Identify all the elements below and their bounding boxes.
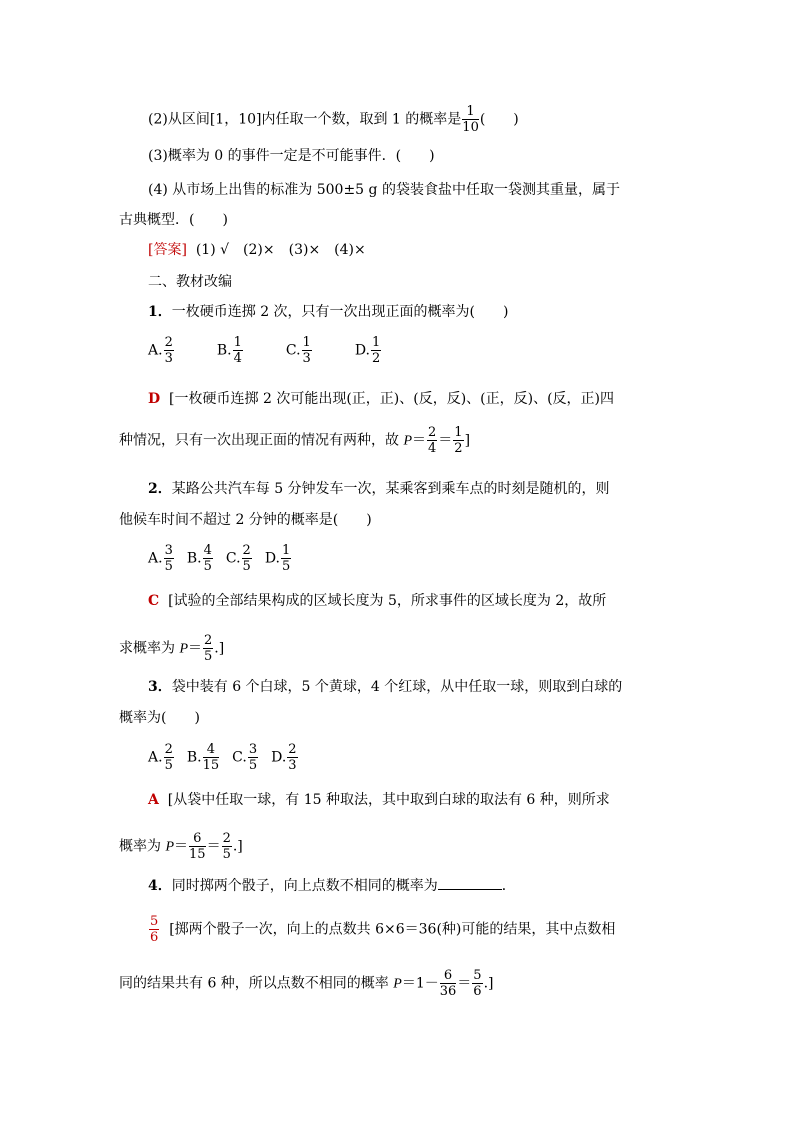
option-a: A. $\frac{2}{3}$ [148, 335, 173, 366]
answer-text: (1) √ (2)× (3)× (4)× [195, 242, 366, 258]
problem-2-question-line1: 2．某路公共汽车每 5 分钟发车一次，某乘客到乘车点的时刻是随机的，则 [148, 481, 610, 497]
option-d: D. $\frac{1}{2}$ [354, 335, 381, 366]
problem-1-options [148, 335, 382, 366]
problem-3-answer: A [148, 792, 159, 808]
problem-1-text: 一枚硬币连掷 2 次，只有一次出现正面的概率为( ) [171, 304, 509, 320]
problem-1-explain-line2: 种情况，只有一次出现正面的情况有两种，故 P＝ $\frac{2}{4}$ ＝ $\frac{1}{2}$ ] [119, 425, 471, 456]
problem-4-question: 4．同时掷两个骰子，向上点数不相同的概率为 ． [148, 875, 516, 896]
option-c: C. $\frac{2}{5}$ [225, 543, 251, 574]
judge-item-2-fraction: $\frac{1}{10}$ [462, 104, 479, 135]
judge-item-2 [148, 104, 519, 135]
problem-2-answer: C [148, 593, 160, 609]
problem-1-question [148, 302, 508, 322]
option-b: B. $\frac{1}{4}$ [216, 335, 242, 366]
problem-2-options [148, 543, 292, 574]
problem-1-number: 1． [148, 304, 172, 320]
option-b: B. $\frac{4}{15}$ [186, 742, 220, 773]
problem-3-explain-line1: A [从袋中任取一球，有 15 种取法，其中取到白球的取法有 6 种，则所求 [148, 792, 610, 808]
option-a: A. $\frac{2}{5}$ [148, 742, 173, 773]
option-b: B. $\frac{4}{5}$ [186, 543, 212, 574]
option-a: A. $\frac{3}{5}$ [148, 543, 173, 574]
answer-line [148, 240, 366, 260]
problem-2-explain-line2: 求概率为 P＝ $\frac{2}{5}$ .] [119, 633, 225, 664]
problem-2-question-line2: 他候车时间不超过 2 分钟的概率是( ) [119, 512, 372, 528]
answer-blank [438, 875, 502, 890]
judge-item-4-line2: 古典概型．( ) [119, 212, 228, 228]
problem-2-number: 2． [148, 481, 172, 497]
answer-label: [答案] [148, 242, 187, 258]
problem-4-answer: $\frac{5}{6}$ [150, 914, 159, 945]
problem-3-question-line2: 概率为( ) [119, 710, 200, 726]
judge-item-4-line1: (4) 从市场上出售的标准为 500±5 g 的袋装食盐中任取一袋测其重量，属于 [148, 182, 620, 198]
problem-4-explain-line1: $\frac{5}{6}$ [掷两个骰子一次，向上的点数共 6×6＝36(种)可能的结果，其中点数相 [150, 914, 616, 945]
problem-1-explain-line1: D [一枚硬币连掷 2 次可能出现(正，正)、(反，反)、(正，反)、(反，正)四 [148, 391, 615, 407]
problem-1-answer: D [148, 391, 161, 407]
judge-item-2-blank: ( ) [479, 111, 519, 128]
judge-item-2-text: (2)从区间[1，10]内任取一个数，取到 1 的概率是 [148, 111, 462, 128]
problem-3-number: 3． [148, 679, 172, 695]
problem-3-options [148, 742, 299, 773]
section-title: 二、教材改编 [148, 274, 232, 290]
problem-4-number: 4． [148, 878, 172, 894]
problem-3-explain-line2: 概率为 P＝ $\frac{6}{15}$ ＝ $\frac{2}{5}$ .] [119, 831, 243, 862]
option-c: C. $\frac{3}{5}$ [232, 742, 258, 773]
problem-3-question-line1: 3．袋中装有 6 个白球，5 个黄球，4 个红球，从中任取一球，则取到白球的 [148, 679, 623, 695]
option-d: D. $\frac{2}{3}$ [271, 742, 297, 773]
judge-item-3: (3)概率为 0 的事件一定是不可能事件．( ) [148, 148, 435, 164]
problem-2-explain-line1: C [试验的全部结果构成的区域长度为 5，所求事件的区域长度为 2，故所 [148, 593, 607, 609]
option-c: C. $\frac{1}{3}$ [285, 335, 311, 366]
problem-4-explain-line2: 同的结果共有 6 种，所以点数不相同的概率 P＝1－ $\frac{6}{36}$ ＝ $\frac{5}{6}$ .] [119, 968, 494, 999]
option-d: D. $\frac{1}{5}$ [264, 543, 291, 574]
